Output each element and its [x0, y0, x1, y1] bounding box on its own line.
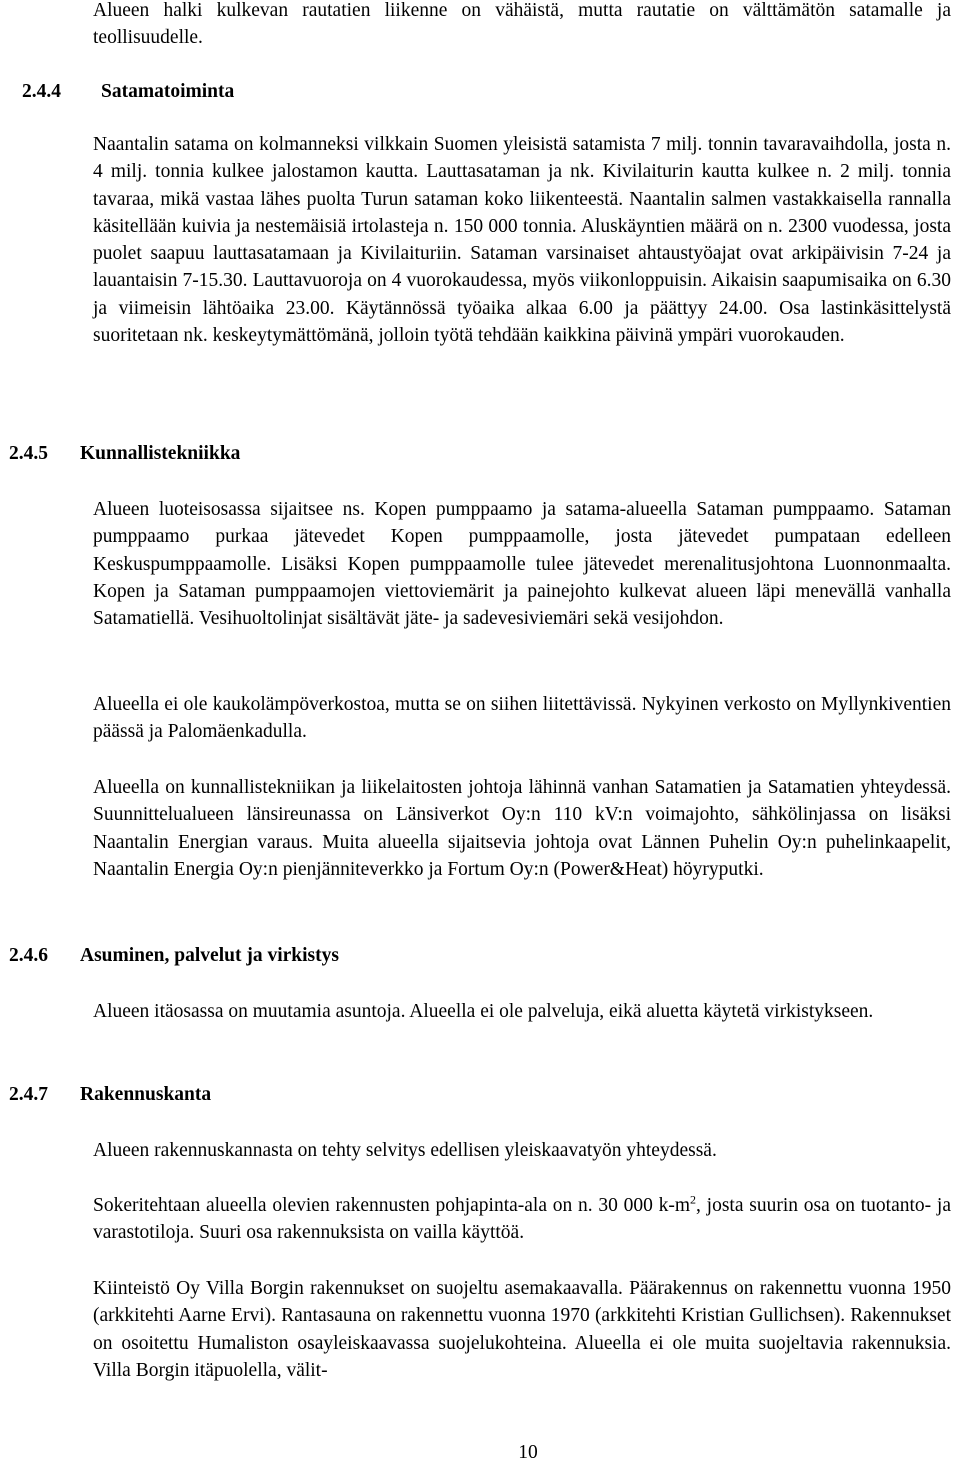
area-text-after: , josta suurin osa on tuotanto- ja varastotiloja. Suuri osa rakennuksista on vailla käyttöä. — [93, 1195, 951, 1244]
paragraph-satamatoiminta: Naantalin satama on kolmanneksi vilkkain Suomen yleisistä satamista 7 milj. tonnin tavaravaihdolla, josta n. 4 milj. tonnia kulkee jalostamon kautta. Lauttasataman ja nk. Kivilaiturin kautta kulkee n. 2 milj. tonnia tavaraa, mikä vastaa lähes puolta Turun sataman koko liikenteestä. Naantalin salmen vastakkaisella rannalla käsitellään kuivia ja nestemäisiä irtolasteja n. 150 000 tonnia. Aluskäyntien määrä on n. 2300 vuodessa, josta puolet saapuu lauttasatamaan ja Kivilaituriin. Sataman varsinaiset ahtaustyöajat ovat arkipäivisin 7-24 ja lauantaisin 7-15.30. Lauttavuoroja on 4 vuorokaudessa, myös viikonloppuisin. Aikaisin saapumisaika on 6.30 ja viimeisin lähtöaika 23.00. Käytännössä työaika alkaa 6.00 ja päättyy 24.00. Osa lastinkäsittelystä suoritetaan nk. keskeytymättömänä, jolloin työtä tehdään kaikkina päivinä ympäri vuorokauden. — [93, 134, 951, 347]
section-number: 2.4.4 — [22, 81, 61, 102]
paragraph-asuminen: Alueen itäosassa on muutamia asuntoja. Alueella ei ole palveluja, eikä aluetta käytetä virkistykseen. — [93, 1001, 874, 1022]
paragraph-selvitys: Alueen rakennuskannasta on tehty selvitys edellisen yleiskaavatyön yhteydessä. — [93, 1140, 717, 1161]
paragraph-pohjapinta-ala — [93, 1192, 951, 1247]
paragraph-villa-borg: Kiinteistö Oy Villa Borgin rakennukset on suojeltu asemakaavalla. Päärakennus on rakennettu vuonna 1950 (arkkitehti Aarne Ervi). Rantasauna on rakennettu vuonna 1970 (arkkitehti Kristian Gullichsen). Rakennukset on osoitettu Humaliston osayleiskaavassa suojelukohteina. Alueella ei ole muita suojeltavia rakennuksia. Villa Borgin itäpuolella, välit- — [93, 1278, 951, 1381]
intro-paragraph: Alueen halki kulkevan rautatien liikenne on vähäistä, mutta rautatie on välttämätön satamalle ja teollisuudelle. — [93, 0, 951, 49]
page-number: 10 — [518, 1442, 538, 1463]
section-number: 2.4.7 — [9, 1084, 48, 1105]
section-number: 2.4.6 — [9, 945, 48, 966]
paragraph-kaukolampo: Alueella ei ole kaukolämpöverkostoa, mutta se on siihen liitettävissä. Nykyinen verkosto on Myllynkiventien päässä ja Palomäenkadulla. — [93, 694, 951, 743]
section-title: Asuminen, palvelut ja virkistys — [80, 945, 339, 966]
area-text-before: Sokeritehtaan alueella olevien rakennusten pohjapinta-ala on n. 30 000 k-m — [93, 1195, 691, 1216]
section-number: 2.4.5 — [9, 443, 48, 464]
section-title: Rakennuskanta — [80, 1084, 212, 1105]
section-title: Satamatoiminta — [101, 81, 235, 102]
paragraph-johdot: Alueella on kunnallistekniikan ja liikelaitosten johtoja lähinnä vanhan Satamatien ja Satamatien yhteydessä. Suunnittelualueen länsireunassa on Länsiverkot Oy:n 110 kV:n voimajohto, sähkölinjassa on lisäksi Naantalin Energian varaus. Muita alueella sijaitsevia johtoja ovat Lännen Puhelin Oy:n puhelinkaapelit, Naantalin Energia Oy:n pienjänniteverkko ja Fortum Oy:n (Power&Heat) höyryputki. — [93, 777, 951, 880]
area-superscript: 2 — [690, 1192, 697, 1207]
paragraph-pumppaamot: Alueen luoteisosassa sijaitsee ns. Kopen pumppaamo ja satama-alueella Sataman pumppaamo. Sataman pumppaamo purkaa jätevedet Kopen pumppaamolle, josta jätevedet pumpataan edelleen Keskuspumppaamolle. Lisäksi Kopen pumppaamolle tulee jätevedet merenalitusjohtona Luonnonmaalta. Kopen ja Sataman pumppaamojen viettoviemärit ja painejohto kulkevat alueen läpi menevällä vanhalla Satamatiellä. Vesihuoltolinjat sisältävät jäte- ja sadevesiviemäri sekä vesijohdon. — [93, 499, 951, 630]
section-title: Kunnallistekniikka — [80, 443, 241, 464]
